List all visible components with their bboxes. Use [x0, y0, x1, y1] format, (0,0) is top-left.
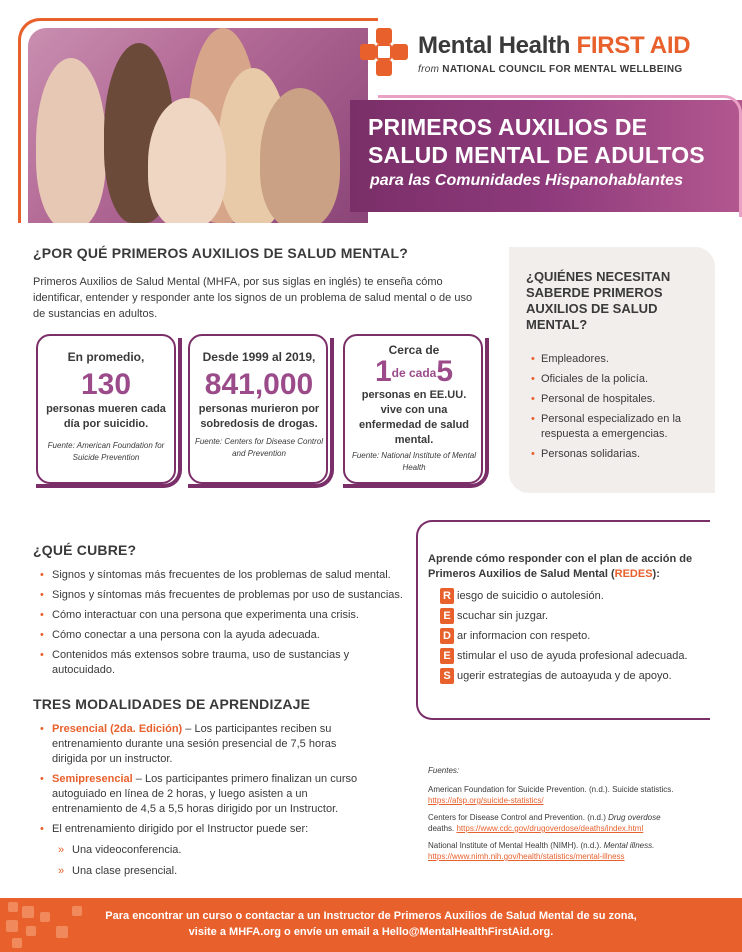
redes-title: Aprende cómo responder con el plan de acción de Primeros Auxilios de Salud Mental (REDES): — [428, 553, 693, 580]
list-item: • Personas solidarias. — [531, 447, 709, 462]
redes-item: E stimular el uso de ayuda profesional adecuada. — [440, 648, 688, 664]
logo-name: Mental Health FIRST AID — [418, 32, 691, 59]
list-item: • Empleadores. — [531, 352, 709, 367]
header — [0, 0, 742, 230]
source-link[interactable]: https://afsp.org/suicide-statistics/ — [428, 796, 544, 805]
stat-lead: Desde 1999 al 2019, — [202, 350, 316, 364]
email-link[interactable]: Hello@MentalHealthFirstAid.org — [381, 926, 551, 938]
modes-sublist — [56, 843, 181, 885]
stat-card-mental-illness — [350, 343, 478, 474]
list-item: • Oficiales de la policía. — [531, 372, 709, 387]
stat-desc: personas mueren cada día por suicidio. — [46, 403, 166, 430]
list-item: • Contenidos más extensos sobre trauma, uso de sustancias y autocuidado. — [38, 648, 408, 678]
list-item: • Cómo interactuar con una persona que experimenta una crisis. — [38, 608, 408, 623]
who-title: ¿QUIÉNES NECESITAN SABERDE PRIMEROS AUXILIOS DE SALUD MENTAL? — [526, 269, 671, 332]
logo-org: from NATIONAL COUNCIL FOR MENTAL WELLBEING — [418, 64, 683, 75]
redes-item: S ugerir estrategias de autoayuda y de apoyo. — [440, 668, 688, 684]
stat-source: Fuente: National Institute of Mental Health — [351, 451, 477, 473]
stat-lead: En promedio, — [67, 350, 145, 364]
redes-item: D ar informacion con respeto. — [440, 628, 688, 644]
stat-number: 130 — [80, 368, 132, 401]
page-subtitle: para las Comunidades Hispanohablantes — [370, 172, 683, 189]
stat-desc: personas murieron por sobredosis de drogas. — [198, 403, 320, 430]
sources-title: Fuentes: — [428, 766, 460, 775]
source-item: National Institute of Mental Health (NIMH). (n.d.). Mental illness. https://www.nimh.nih.gov/health/statistics/mental-illness — [428, 841, 655, 861]
source-item: Centers for Disease Control and Prevention. (n.d.) Drug overdose deaths. https://www.cdc.gov/drugoverdose/deaths/index.html — [428, 813, 661, 833]
list-item: • Signos y síntomas más frecuentes de los problemas de salud mental. — [38, 568, 408, 583]
source-item: American Foundation for Suicide Prevention. (n.d.). Suicide statistics. https://afsp.org/suicide-statistics/ — [428, 785, 674, 805]
sources — [428, 765, 728, 868]
covers-list — [38, 568, 408, 683]
why-intro: Primeros Auxilios de Salud Mental (MHFA, por sus siglas en inglés) te enseña cómo identificar, entender y responder ante los signos de un problema de salud mental o de uso de sustancias en adultos. — [33, 276, 473, 320]
list-item: • El entrenamiento dirigido por el Instructor puede ser: — [38, 822, 368, 837]
cross-icon — [360, 28, 408, 76]
redes-list — [440, 588, 688, 688]
stat-card-suicide — [44, 350, 168, 464]
group-photo — [28, 28, 368, 223]
list-item: • Personal especializado en la respuesta a emergencias. — [531, 412, 709, 442]
modes-heading: TRES MODALIDADES DE APRENDIZAJE — [33, 696, 311, 712]
list-item: • Presencial (2da. Edición) – Los participantes reciben su entrenamiento durante una sesión presencial de 7,5 horas dirigida por un instructor. — [38, 722, 368, 767]
stat-number: 1de cada5 — [374, 355, 454, 388]
page-title: PRIMEROS AUXILIOS DE SALUD MENTAL DE ADULTOS — [368, 114, 705, 168]
list-item: » Una clase presencial. — [56, 864, 181, 879]
stat-source: Fuente: Centers for Disease Control and Prevention — [194, 437, 324, 458]
source-link[interactable]: https://www.cdc.gov/drugoverdose/deaths/index.html — [456, 824, 644, 833]
covers-heading: ¿QUÉ CUBRE? — [33, 542, 137, 558]
modes-list — [38, 722, 368, 842]
who-needs-box — [509, 247, 715, 493]
why-heading: ¿POR QUÉ PRIMEROS AUXILIOS DE SALUD MENTAL? — [33, 245, 408, 261]
list-item: • Personal de hospitales. — [531, 392, 709, 407]
who-list — [531, 352, 709, 467]
source-link[interactable]: https://www.nimh.nih.gov/health/statistics/mental-illness — [428, 852, 625, 861]
stat-number: 841,000 — [204, 368, 314, 401]
stat-source: Fuente: American Foundation for Suicide Prevention — [47, 441, 165, 462]
list-item: » Una videoconferencia. — [56, 843, 181, 858]
footer-text: Para encontrar un curso o contactar a un Instructor de Primeros Auxilios de Salud Mental de su zona, visite a MHFA.org o envíe un email a Hello@MentalHealthFirstAid.org. — [105, 910, 637, 938]
list-item: • Signos y síntomas más frecuentes de problemas por uso de sustancias. — [38, 588, 408, 603]
list-item: • Semipresencial – Los participantes primero finalizan un curso autoguiado en línea de 2 horas, y luego asisten a un entrenamiento de 4,5 a 5,5 horas dirigido por un Instructor. — [38, 772, 368, 817]
stat-desc: personas en EE.UU. vive con una enfermedad de salud mental. — [358, 389, 470, 447]
site-link[interactable]: MHFA.org — [229, 926, 281, 938]
list-item: • Cómo conectar a una persona con la ayuda adecuada. — [38, 628, 408, 643]
redes-item: R iesgo de suicidio o autolesión. — [440, 588, 688, 604]
stat-card-overdose — [194, 350, 324, 460]
stat-lead: Cerca de — [388, 343, 440, 357]
redes-item: E scuchar sin juzgar. — [440, 608, 688, 624]
